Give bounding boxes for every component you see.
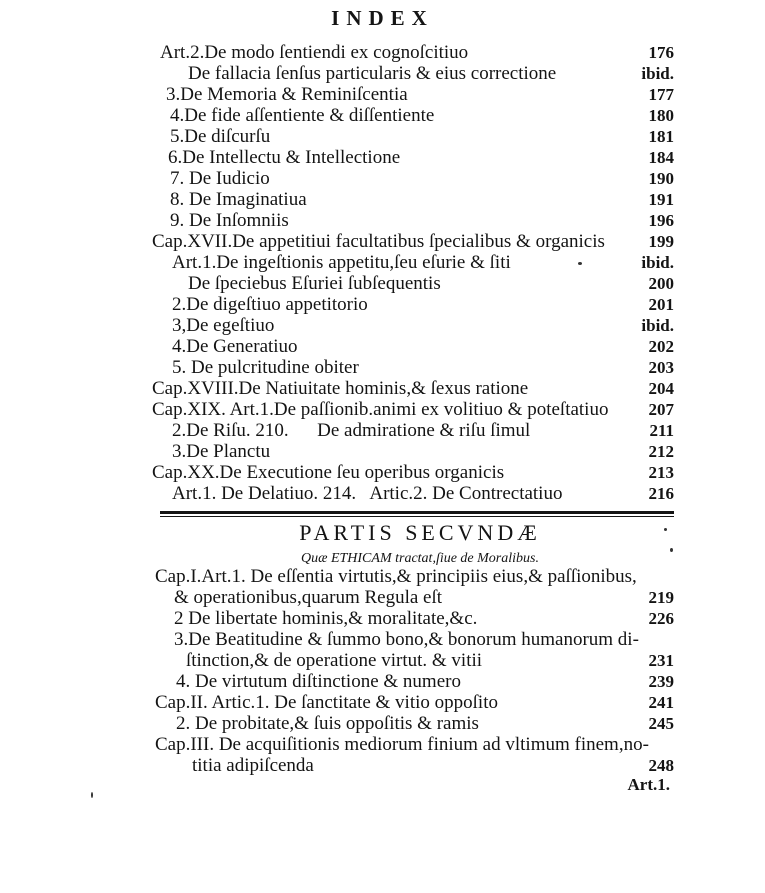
entry-page: ibid.	[641, 253, 674, 272]
entry-label: Cap.XVIII.De Natiuitate hominis,& ſexus ratione	[152, 378, 529, 399]
index-entry	[160, 63, 674, 85]
entry-page: 211	[649, 421, 674, 440]
entry-page: 239	[648, 672, 674, 691]
entry-label: 9. De Inſomniis	[170, 210, 289, 231]
print-speck	[91, 792, 93, 798]
index-entry	[160, 252, 674, 274]
index-chapter-entry	[155, 566, 674, 588]
entry-label: De ſpeciebus Eſuriei ſubſequentis	[188, 273, 441, 294]
entry-label: Cap.I.Art.1. De eſſentia virtutis,& principiis eius,& paſſionibus,	[155, 566, 637, 587]
index-entry	[160, 629, 674, 651]
entry-page: 204	[648, 379, 674, 398]
part-two-subtitle: Quæ ETHICAM tractat,ſiue de Moralibus.	[301, 551, 539, 566]
index-entry	[160, 587, 674, 609]
entry-label: 3.De Beatitudine & ſummo bono,& bonorum humanorum di-	[174, 629, 639, 650]
entry-label: Cap.II. Artic.1. De ſanctitate & vitio oppoſito	[155, 692, 498, 713]
entry-label: 6.De Intellectu & Intellectione	[168, 147, 401, 168]
entry-page: 191	[648, 190, 674, 209]
entry-label: 8. De Imaginatiua	[170, 189, 307, 210]
entry-label: De fallacia ſenſus particularis & eius correctione	[188, 63, 557, 84]
entry-page: 226	[648, 609, 674, 628]
entry-page: 212	[648, 442, 674, 461]
entry-page: 200	[648, 274, 674, 293]
index-entry	[160, 483, 674, 505]
entry-page: 196	[648, 211, 674, 230]
index-entry	[160, 147, 674, 169]
entry-label: 7. De Iudicio	[170, 168, 270, 189]
entry-page: 202	[648, 337, 674, 356]
index-entry	[160, 650, 674, 672]
part-two-title: PARTIS SECVNDÆ	[299, 520, 541, 545]
entry-page: 219	[648, 588, 674, 607]
index-chapter-entry	[152, 399, 674, 421]
index-entry	[160, 671, 674, 693]
entry-page: 201	[648, 295, 674, 314]
index-entry	[160, 294, 674, 316]
index-chapter-entry	[155, 734, 674, 756]
entry-page: 199	[648, 232, 674, 251]
index-entry	[160, 210, 674, 232]
index-entry	[160, 357, 674, 379]
entry-label: Cap.XIX. Art.1.De paſſionib.animi ex volitiuo & poteſtatiuo	[152, 399, 609, 420]
entry-label: 4.De fide aſſentiente & diſſentiente	[170, 105, 435, 126]
entry-label: 5.De diſcurſu	[170, 126, 271, 147]
entry-label: Cap.XVII.De appetitiui facultatibus ſpecialibus & organicis	[152, 231, 605, 252]
entry-label: 2.De Riſu. 210. De admiratione & riſu ſimul	[172, 420, 531, 441]
print-speck	[578, 262, 582, 265]
entry-page: 216	[648, 484, 674, 503]
index-chapter-entry	[152, 231, 674, 253]
index-entry	[160, 168, 674, 190]
entry-label: 5. De pulcritudine obiter	[172, 357, 359, 378]
entry-page: ibid.	[641, 316, 674, 335]
entry-label: 4.De Generatiuo	[172, 336, 298, 357]
section-divider-thin	[160, 516, 674, 517]
entry-page: 207	[648, 400, 674, 419]
entry-label: 2.De digeſtiuo appetitorio	[172, 294, 368, 315]
index-entry	[160, 315, 674, 337]
entry-label: 2 De libertate hominis,& moralitate,&c.	[174, 608, 478, 629]
entry-label: 3.De Memoria & Reminiſcentia	[166, 84, 408, 105]
entry-label: Art.2.De modo ſentiendi ex cognoſcitiuo	[160, 42, 469, 63]
entry-page: 184	[648, 148, 674, 167]
entry-label: & operationibus,quarum Regula eſt	[174, 587, 443, 608]
index-entry	[160, 105, 674, 127]
index-entry	[160, 189, 674, 211]
entry-page: 241	[648, 693, 674, 712]
entry-label: Cap.XX.De Executione ſeu operibus organicis	[152, 462, 505, 483]
entry-page: 203	[648, 358, 674, 377]
entry-label: Cap.III. De acquiſitionis mediorum finium ad vltimum finem,no-	[155, 734, 649, 755]
index-entry	[160, 42, 674, 64]
catchword: Art.1.	[627, 775, 670, 794]
entry-label: 2. De probitate,& ſuis oppoſitis & ramis	[176, 713, 479, 734]
index-entry	[160, 273, 674, 295]
index-entry	[160, 84, 674, 106]
print-speck	[670, 548, 673, 552]
entry-page: 190	[648, 169, 674, 188]
index-entry	[160, 608, 674, 630]
page-header: INDEX	[331, 6, 434, 30]
index-chapter-entry	[152, 378, 674, 400]
index-chapter-entry	[155, 692, 674, 714]
index-entry	[160, 420, 674, 442]
entry-page: 180	[648, 106, 674, 125]
entry-page: 181	[648, 127, 674, 146]
index-entry	[160, 755, 674, 777]
entry-page: 248	[648, 756, 674, 775]
entry-label: titia adipiſcenda	[192, 755, 314, 776]
entry-page: 213	[648, 463, 674, 482]
entry-label: 3,De egeſtiuo	[172, 315, 275, 336]
entry-label: Art.1.De ingeſtionis appetitu,ſeu eſurie & ſiti	[172, 252, 511, 273]
index-entry	[160, 336, 674, 358]
entry-label: 3.De Planctu	[172, 441, 271, 462]
section-divider	[160, 511, 674, 514]
index-entry	[160, 713, 674, 735]
index-chapter-entry	[152, 462, 674, 484]
entry-page: ibid.	[641, 64, 674, 83]
entry-label: Art.1. De Delatiuo. 214. Artic.2. De Contrectatiuo	[172, 483, 563, 504]
entry-page: 245	[648, 714, 674, 733]
print-speck	[664, 528, 667, 531]
entry-page: 176	[648, 43, 674, 62]
entry-label: 4. De virtutum diſtinctione & numero	[176, 671, 461, 692]
entry-page: 231	[648, 651, 674, 670]
index-entry	[160, 126, 674, 148]
index-entry	[160, 441, 674, 463]
entry-label: ſtinction,& de operatione virtut. & vitii	[186, 650, 483, 671]
entry-page: 177	[648, 85, 674, 104]
